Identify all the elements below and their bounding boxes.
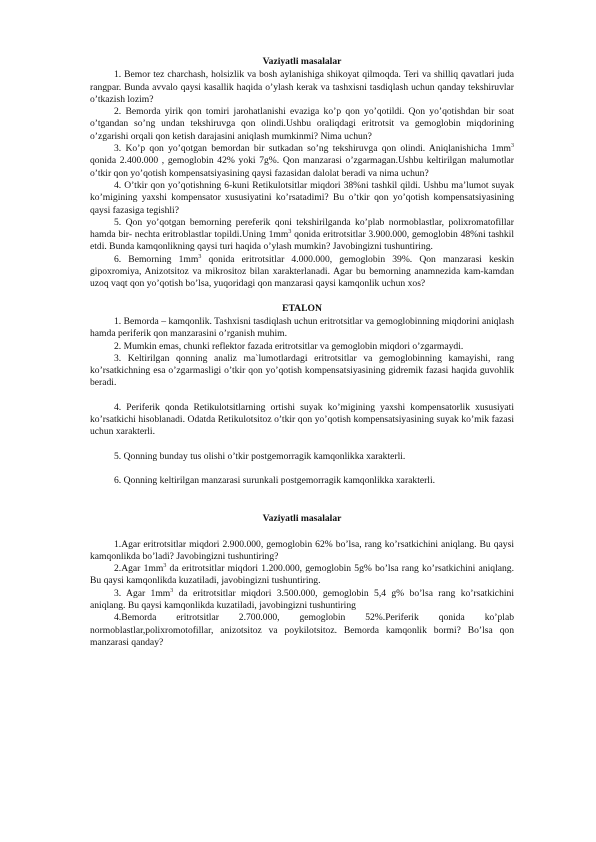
answer-2: 2. Mumkin emas, chunki reflektor fazada eritrotsitlar va gemoglobin miqdori o’zgarmaydi. bbox=[114, 340, 464, 352]
exercise-1: 1.Agar eritrotsitlar miqdori 2.900.000, gemoglobin 62% bo’lsa, rang ko’rsatkichini aniqlang. Bu qaysi kamqonlikda bo’ladi? Javobingizni tushuntiring? bbox=[90, 538, 514, 562]
task-1: 1. Bemor tez charchash, holsizlik va bosh aylanishiga shikoyat qilmoqda. Teri va shilliq qavatlari juda rangpar. Bunda avvalo qaysi kasallik haqida o’ylash kerak va tashxisni tasdiqlash uchun qanday tekshiruvlar o’tkazish lozim? bbox=[90, 69, 514, 105]
section-title-vaziyatli-masalalar-2: Vaziyatli masalalar bbox=[262, 513, 342, 525]
task-3: 3. Ko’p qon yo’qotgan bemordan bir sutkadan so’ng tekshiruvga qon olindi. Aniqlanishicha $1mm^3$ qonida 2.400.000 , gemoglobin 42% yoki 7g%. Qon manzarasi o’zgarmagan.Ushbu keltirilgan malumotlar o’tkir qon yo’qotish kompensatsiyasining qaysi fazasidan dalolat beradi va nima uchun? bbox=[90, 142, 514, 179]
spacer bbox=[90, 390, 514, 402]
answer-6: 6. Qonning keltirilgan manzarasi surunkali postgemorragik kamqonlikka xarakterli. bbox=[114, 474, 436, 486]
answer-1: 1. Bemorda – kamqonlik. Tashxisni tasdiqlash uchun eritrotsitlar va gemoglobinning miqdorini aniqlash hamda periferik qon manzarasini o’rganish muhim. bbox=[90, 315, 514, 340]
answer-4: 4. Periferik qonda Retikulotsitlarning ortishi suyak ko’migining yaxshi kompensatorlik xususiyati ko’rsatkichi hisoblanadi. Odatda Retikulotsitoz o’tkir qon yo’qotish kompensatsiyasining suyak ko’mik fazasi uchun xarakterli. bbox=[90, 401, 514, 438]
task-6: 6. Bemorning $1mm^3$ qonida eritrotsitlar 4.000.000, gemoglobin 39%. Qon manzarasi keskin gipoxromiya, Anizotsitoz va mikrositoz bilan xarakterlanadi. Agar bu bemorning anamnezida kam-kamdan uzoq vaqt qon yo’qotish bo’lsa, yuqoridagi qon manzarasi qaysi kamqonlik uchun xos? bbox=[90, 253, 514, 290]
spacer bbox=[90, 527, 514, 539]
section-title-etalon: ETALON bbox=[282, 302, 322, 314]
section-title-vaziyatli-masalalar: Vaziyatli masalalar bbox=[262, 56, 342, 67]
spacer bbox=[90, 463, 514, 475]
spacer bbox=[90, 487, 514, 509]
answer-5: 5. Qonning bunday tus olishi o’tkir postgemorragik kamqonlikka xarakterli. bbox=[114, 450, 406, 462]
spacer bbox=[90, 439, 514, 451]
spacer bbox=[90, 291, 514, 303]
task-5: 5. Qon yo’qotgan bemorning pereferik qoni tekshirilganda ko’plab normoblastlar, polixromatofillar hamda bir- nechta eritroblastlar topildi.Uning $1mm^3$ qonida eritrotsitlar 3.900.000, gemoglobin 48%ni tashkil etdi. Bunda kamqonlikning qaysi turi haqida o’ylash mumkin? Javobingizni tushuntiring. bbox=[90, 216, 514, 253]
answer-3: 3. Keltirilgan qonning analiz ma`lumotlardagi eritrotsitlar va gemoglobinning kamayishi, rang ko’rsatkichning esa o’zgarmasligi o’tkir qon yo’qotish kompensatsiyasining gidremik fazasi haqida guvohlik beradi. bbox=[90, 352, 514, 389]
exercise-2: 2.Agar $1mm^3$ da eritrotsitlar miqdori 1.200.000, gemoglobin 5g% bo’lsa rang ko’rsatkichini aniqlang. Bu qaysi kamqonlikda kuzatiladi, javobingizni tushuntiring. bbox=[90, 562, 514, 587]
exercise-4: 4.Bemorda eritrotsitlar 2.700.000, gemoglobin 52%.Periferik qonida ko’plab normoblastlar,polixromotofillar, anizotsitoz va poykilotsitoz. Bemorda kamqonlik bormi? Bo’lsa qon manzarasi qanday? bbox=[90, 612, 514, 648]
exercise-3: 3. Agar $1mm^3$ da eritrotsitlar miqdori 3.500.000, gemoglobin 5,4 g% bo’lsa rang ko’rsatkichini aniqlang. Bu qaysi kamqonlikda kuzatiladi, javobingizni tushuntiring bbox=[90, 587, 514, 611]
task-2: 2. Bemorda yirik qon tomiri jarohatlanishi evaziga ko’p qon yo’qotildi. Qon yo’qotishdan bir soat o’tgandan so’ng undan tekshiruvga qon olindi.Ushbu oraliqdagi eritrotsit va gemoglobin miqdorining o’zgarishi orqali qon ketish darajasini aniqlash mumkinmi? Nima uchun? bbox=[90, 106, 514, 142]
task-4: 4. O’tkir qon yo’qotishning 6-kuni Retikulotsitlar miqdori 38%ni tashkil qildi. Ushbu ma’lumot suyak ko’migining yaxshi kompensator xususiyatini ko’rsatadimi? Bu o’tkir qon yo’qotish kompensatsiyasining qaysi fazasiga tegishli? bbox=[90, 179, 514, 216]
